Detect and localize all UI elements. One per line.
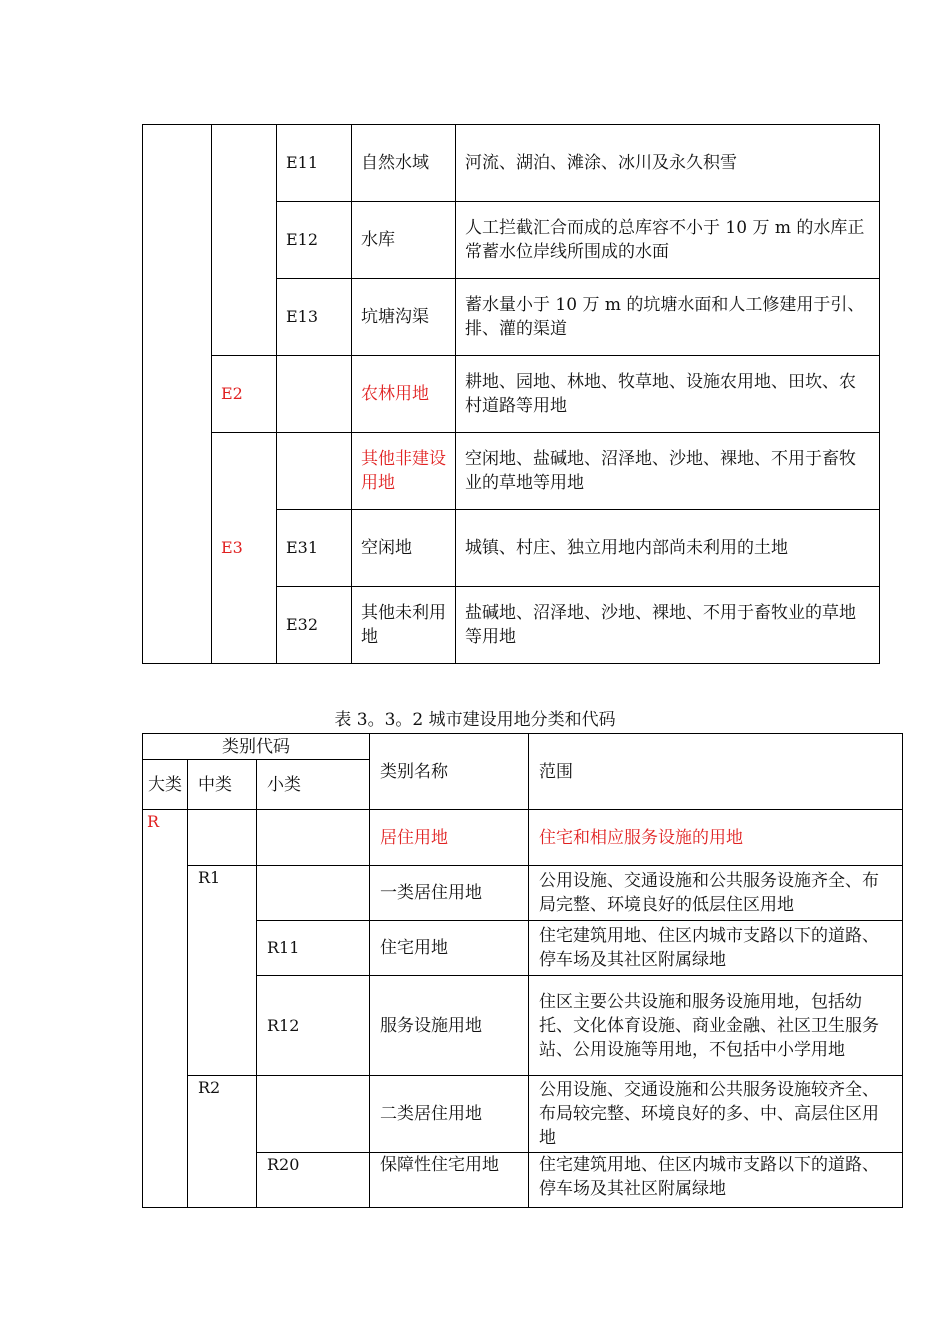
- class-name: 服务设施用地: [370, 976, 529, 1076]
- middle-code: E2: [212, 356, 277, 433]
- class-name: 自然水域: [352, 125, 456, 202]
- urban-land-class-table: [142, 733, 903, 1208]
- minor-code: R11: [257, 921, 370, 976]
- table-row: [143, 125, 880, 202]
- class-name: 其他未利用地: [352, 587, 456, 664]
- table-row: [143, 1153, 903, 1208]
- name-header: 类别名称: [370, 734, 529, 810]
- class-name: 坑塘沟渠: [352, 279, 456, 356]
- minor-code: R12: [257, 976, 370, 1076]
- class-scope: 耕地、园地、林地、牧草地、设施农用地、田坎、农村道路等用地: [456, 356, 880, 433]
- class-scope: 空闲地、盐碱地、沼泽地、沙地、裸地、不用于畜牧业的草地等用地: [456, 433, 880, 510]
- class-scope: 人工拦截汇合而成的总库容不小于 10 万 m 的水库正常蓄水位岸线所围成的水面: [456, 202, 880, 279]
- major-code: R: [143, 810, 188, 1208]
- class-name: 二类居住用地: [370, 1076, 529, 1153]
- table-row: [143, 1076, 903, 1153]
- class-scope: 住宅和相应服务设施的用地: [529, 810, 903, 866]
- table-row: [143, 433, 880, 510]
- middle-cell-empty: [188, 810, 257, 866]
- middle-code: R1: [188, 866, 257, 1076]
- minor-code: E13: [277, 279, 352, 356]
- class-scope: 住区主要公共设施和服务设施用地，包括幼托、文化体育设施、商业金融、社区卫生服务站、公用设施等用地，不包括中小学用地: [529, 976, 903, 1076]
- table-row: [143, 356, 880, 433]
- minor-cell-empty: [257, 810, 370, 866]
- class-scope: 河流、湖泊、滩涂、冰川及永久积雪: [456, 125, 880, 202]
- middle-code: R2: [188, 1076, 257, 1208]
- class-scope: 盐碱地、沼泽地、沙地、裸地、不用于畜牧业的草地等用地: [456, 587, 880, 664]
- class-name: 居住用地: [370, 810, 529, 866]
- middle-header: 中类: [188, 760, 257, 810]
- class-scope: 公用设施、交通设施和公共服务设施较齐全、布局较完整、环境良好的多、中、高层住区用地: [529, 1076, 903, 1153]
- class-scope: 住宅建筑用地、住区内城市支路以下的道路、停车场及其社区附属绿地: [529, 921, 903, 976]
- class-scope: 公用设施、交通设施和公共服务设施齐全、布局完整、环境良好的低层住区用地: [529, 866, 903, 921]
- minor-header: 小类: [257, 760, 370, 810]
- table-row: [143, 921, 903, 976]
- table-header-row: [143, 734, 903, 760]
- minor-code: E31: [277, 510, 352, 587]
- table-row: [143, 976, 903, 1076]
- class-name: 一类居住用地: [370, 866, 529, 921]
- class-name: 农林用地: [352, 356, 456, 433]
- minor-code: E12: [277, 202, 352, 279]
- code-group-header: 类别代码: [143, 734, 370, 760]
- major-cell-empty: [143, 125, 212, 664]
- table-caption: 表 3。3。2 城市建设用地分类和代码: [334, 710, 616, 730]
- class-name: 其他非建设用地: [352, 433, 456, 510]
- minor-code: E11: [277, 125, 352, 202]
- table-row: [143, 866, 903, 921]
- middle-code: E3: [212, 433, 277, 664]
- class-name: 保障性住宅用地: [370, 1153, 529, 1208]
- class-name: 住宅用地: [370, 921, 529, 976]
- minor-code: R20: [257, 1153, 370, 1208]
- scope-header: 范围: [529, 734, 903, 810]
- major-header: 大类: [143, 760, 188, 810]
- land-class-table-e: [142, 124, 880, 664]
- minor-cell-empty: [257, 866, 370, 921]
- table-row: [143, 810, 903, 866]
- class-scope: 住宅建筑用地、住区内城市支路以下的道路、停车场及其社区附属绿地: [529, 1153, 903, 1208]
- minor-cell-empty: [277, 356, 352, 433]
- minor-code: E32: [277, 587, 352, 664]
- class-name: 空闲地: [352, 510, 456, 587]
- minor-cell-empty: [277, 433, 352, 510]
- class-name: 水库: [352, 202, 456, 279]
- class-scope: 蓄水量小于 10 万 m 的坑塘水面和人工修建用于引、排、灌的渠道: [456, 279, 880, 356]
- minor-cell-empty: [257, 1076, 370, 1153]
- middle-cell-empty: [212, 125, 277, 356]
- class-scope: 城镇、村庄、独立用地内部尚未利用的土地: [456, 510, 880, 587]
